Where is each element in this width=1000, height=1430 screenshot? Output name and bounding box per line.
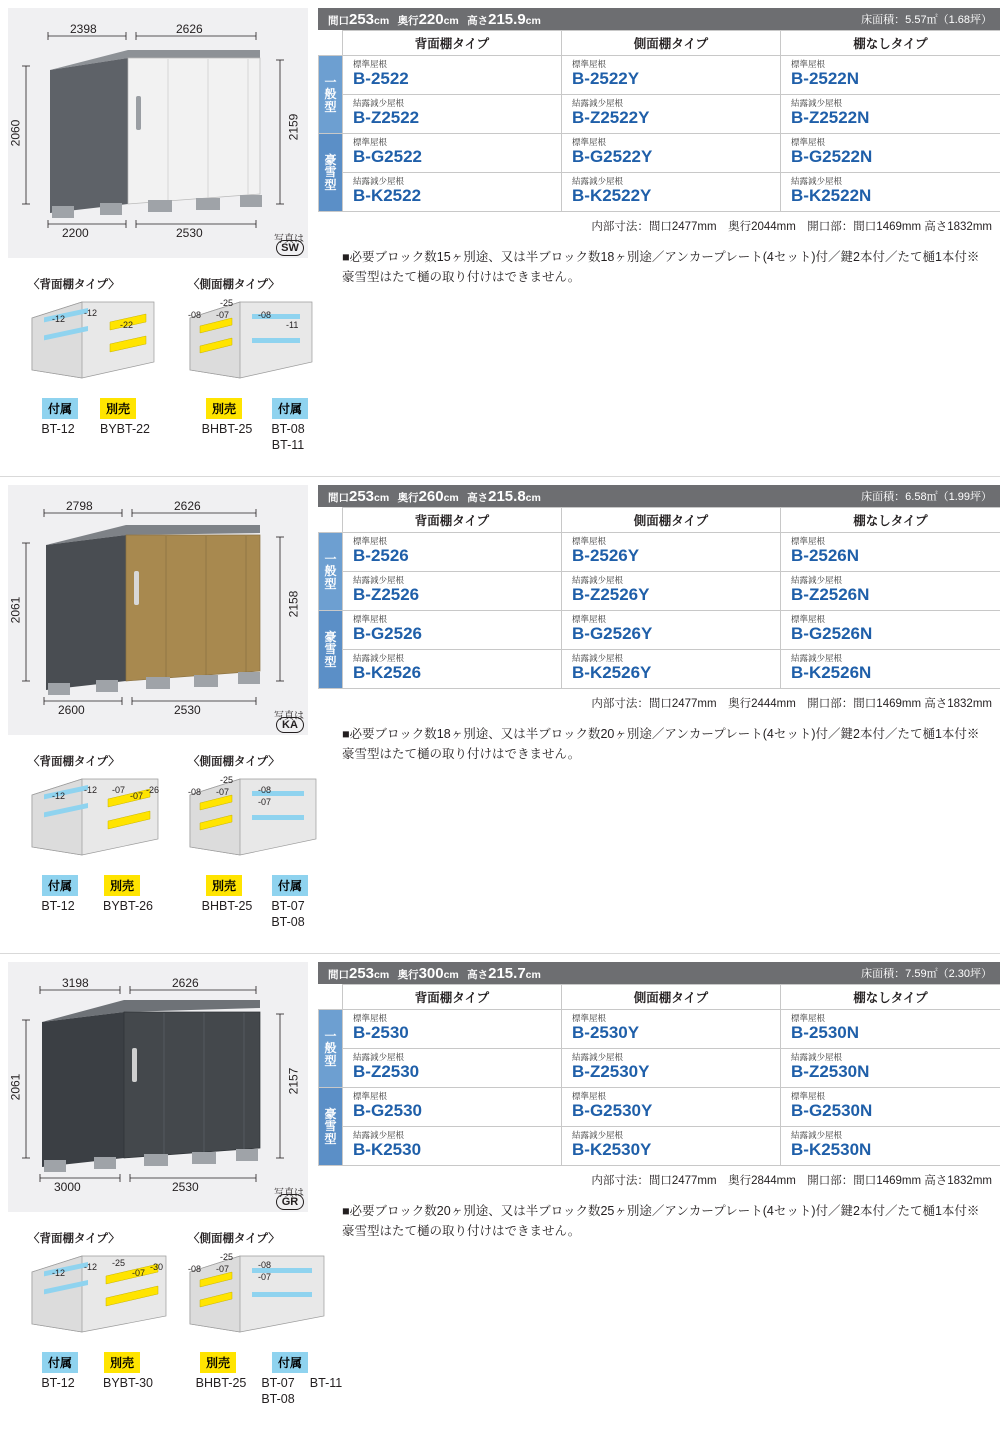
rear-shelf-num-1: -12 — [84, 308, 98, 318]
rear-shelf-num-0: -12 — [52, 791, 66, 801]
rear-shelf-num-4: -26 — [146, 785, 160, 795]
side-shelf-num-1: -08 — [188, 1264, 202, 1274]
side-shelf-num-3: -08 — [258, 785, 272, 795]
side-shelf-num-0: -25 — [220, 775, 234, 785]
depth-value: 220 — [418, 10, 444, 28]
height-value: 215.9 — [488, 10, 526, 28]
dim-bottom-right: 2530 — [176, 226, 203, 240]
height-value: 215.8 — [488, 487, 526, 505]
spec-note: ■必要ブロック数18ヶ別途、又は半ブロック数20ヶ別途／アンカープレート(4セット)付／鍵2本付／たて樋1本付※豪雪型はたて樋の取り付けはできません。 — [342, 727, 980, 761]
dim-bottom-left: 3000 — [54, 1180, 81, 1194]
size-header — [318, 8, 1000, 30]
model-code: B-K2522N — [791, 186, 872, 206]
model-code: B-G2522 — [353, 147, 422, 167]
shelf-title-rear: 〈背面棚タイプ〉 — [28, 279, 120, 291]
roof-caption: 結露減少屋根 — [791, 98, 843, 109]
badge-optional-rear: 別売 — [104, 1352, 140, 1373]
roof-caption: 結露減少屋根 — [572, 575, 624, 586]
cell-code — [781, 1088, 1000, 1127]
model-code: B-G2530N — [791, 1101, 873, 1121]
size-header — [318, 962, 1000, 984]
product-photo — [8, 485, 308, 735]
model-code: B-K2530N — [791, 1140, 872, 1160]
cell-code — [781, 56, 1000, 95]
model-code: B-2526Y — [572, 546, 640, 566]
table-row — [319, 533, 1000, 572]
side-shelf-num-2: -07 — [216, 787, 230, 797]
dim-right: 2158 — [286, 590, 301, 618]
col-header-side: 側面棚タイプ — [562, 31, 781, 56]
cell-code — [781, 1010, 1000, 1049]
roof-caption: 標準屋根 — [572, 137, 607, 148]
rear-shelf-num-0: -12 — [52, 314, 66, 324]
model-code: B-2526N — [791, 546, 860, 566]
roof-caption: 標準屋根 — [353, 137, 388, 148]
shelf-code-side-3: BT-08 — [261, 1392, 295, 1406]
photo-note: 写真は — [274, 234, 304, 245]
photo-note: 写真は — [274, 711, 304, 722]
shelf-title-rear: 〈背面棚タイプ〉 — [28, 1233, 120, 1245]
roof-caption: 結露減少屋根 — [353, 98, 405, 109]
col-header-none: 棚なしタイプ — [781, 31, 1000, 56]
col-header-rear: 背面棚タイプ — [343, 31, 562, 56]
roof-caption: 標準屋根 — [791, 137, 826, 148]
shelf-code-side-2: BT-08 — [271, 422, 305, 436]
depth-unit: cm — [443, 14, 459, 27]
model-code: B-2530 — [353, 1023, 409, 1043]
shelf-code-side-2: BT-07 — [261, 1376, 295, 1390]
dim-top-left: 3198 — [62, 976, 89, 990]
row-label-heavysnow: 豪雪型 — [319, 1088, 343, 1166]
depth-unit: cm — [443, 491, 459, 504]
rear-shelf-illustration — [22, 292, 162, 388]
model-code: B-2530Y — [572, 1023, 640, 1043]
product-section-b2526 — [0, 477, 1000, 953]
dim-top-left: 2398 — [70, 22, 97, 36]
model-code: B-K2526 — [353, 663, 422, 683]
shelf-code-rear-2: BYBT-30 — [102, 1376, 154, 1390]
roof-caption: 標準屋根 — [791, 1091, 826, 1102]
spec-column — [318, 962, 1000, 1241]
rear-shelf-num-0: -12 — [52, 1268, 66, 1278]
badge-optional-rear: 別売 — [104, 875, 140, 896]
roof-caption: 標準屋根 — [572, 536, 607, 546]
shelf-diagrams — [0, 753, 318, 953]
roof-caption: 標準屋根 — [572, 1013, 607, 1023]
shelf-code-rear-1: BT-12 — [41, 422, 75, 436]
table-row — [319, 1049, 1000, 1088]
shelf-code-rear-1: BT-12 — [41, 1376, 75, 1390]
height-unit: cm — [525, 14, 541, 27]
badge-optional-side: 別売 — [200, 1352, 236, 1373]
badge-included-rear: 付属 — [42, 1352, 78, 1373]
roof-caption: 標準屋根 — [353, 614, 388, 625]
spec-table — [318, 30, 1000, 212]
spec-column — [318, 485, 1000, 764]
row-label-heavysnow: 豪雪型 — [319, 611, 343, 689]
col-header-rear: 背面棚タイプ — [343, 508, 562, 533]
table-header-row — [319, 31, 1000, 56]
dim-top-right: 2626 — [172, 976, 199, 990]
illustration-column — [0, 477, 318, 953]
depth-label: 奥行 — [397, 14, 419, 27]
width-unit: cm — [374, 14, 390, 27]
product-photo — [8, 962, 308, 1212]
illustration-column — [0, 0, 318, 476]
table-row — [319, 1010, 1000, 1049]
floor-area: 床面積：5.57㎡（1.68坪） — [861, 14, 992, 26]
product-photo — [8, 8, 308, 258]
roof-caption: 結露減少屋根 — [572, 176, 624, 187]
cell-code — [343, 56, 562, 95]
spec-column — [318, 8, 1000, 287]
shelf-code-rear-2: BYBT-26 — [102, 899, 154, 913]
side-shelf-num-1: -08 — [188, 310, 202, 320]
shelf-code-side-2: BT-07 — [271, 899, 305, 913]
col-header-none: 棚なしタイプ — [781, 508, 1000, 533]
cell-code — [343, 533, 562, 572]
shelf-title-rear: 〈背面棚タイプ〉 — [28, 756, 120, 768]
badge-optional-rear: 別売 — [100, 398, 136, 419]
dim-left: 2061 — [8, 1073, 23, 1101]
inner-dimensions: 内部寸法：間口2477mm 奥行2844mm 開口部：間口1469mm 高さ1832mm — [591, 1175, 992, 1188]
depth-value: 260 — [418, 487, 444, 505]
dim-bottom-right: 2530 — [172, 1180, 199, 1194]
side-shelf-num-2: -07 — [216, 310, 230, 320]
model-code: B-Z2526 — [353, 585, 420, 605]
cell-code — [562, 95, 781, 134]
badge-included-rear: 付属 — [42, 398, 78, 419]
cell-code — [562, 1010, 781, 1049]
cell-code — [343, 1049, 562, 1088]
roof-caption: 結露減少屋根 — [791, 1130, 843, 1141]
badge-included-side: 付属 — [272, 875, 308, 896]
col-header-side: 側面棚タイプ — [562, 508, 781, 533]
photo-color-code: SW — [276, 240, 304, 256]
product-section-b2522 — [0, 0, 1000, 476]
cell-code — [781, 650, 1000, 689]
table-row — [319, 1088, 1000, 1127]
roof-caption: 標準屋根 — [791, 59, 826, 69]
cell-code — [562, 572, 781, 611]
table-row — [319, 134, 1000, 173]
model-code: B-K2526Y — [572, 663, 652, 683]
height-value: 215.7 — [488, 964, 526, 982]
cell-code — [562, 1127, 781, 1166]
size-header — [318, 485, 1000, 507]
shelf-code-side-1: BHBT-25 — [195, 1376, 247, 1390]
roof-caption: 結露減少屋根 — [572, 1130, 624, 1141]
height-unit: cm — [525, 968, 541, 981]
cell-code — [343, 1010, 562, 1049]
table-header-row — [319, 508, 1000, 533]
badge-included-side: 付属 — [272, 1352, 308, 1373]
shelf-code-rear-2: BYBT-22 — [99, 422, 151, 436]
model-code: B-G2522Y — [572, 147, 653, 167]
height-label: 高さ — [467, 491, 489, 504]
cell-code — [562, 1049, 781, 1088]
model-code: B-K2522 — [353, 186, 422, 206]
cell-code — [562, 1088, 781, 1127]
model-code: B-K2530Y — [572, 1140, 652, 1160]
roof-caption: 結露減少屋根 — [791, 176, 843, 187]
model-code: B-K2522Y — [572, 186, 652, 206]
dim-left: 2060 — [8, 119, 23, 147]
width-label: 間口 — [328, 491, 349, 504]
roof-caption: 標準屋根 — [572, 59, 607, 69]
width-value: 253 — [349, 487, 375, 505]
model-code: B-Z2522Y — [572, 108, 650, 128]
spec-table — [318, 507, 1000, 689]
roof-caption: 標準屋根 — [572, 614, 607, 625]
model-code: B-Z2522N — [791, 108, 870, 128]
side-shelf-num-0: -25 — [220, 298, 234, 308]
height-unit: cm — [525, 491, 541, 504]
roof-caption: 結露減少屋根 — [353, 575, 405, 586]
dim-bottom-left: 2200 — [62, 226, 89, 240]
floor-area: 床面積：6.58㎡（1.99坪） — [861, 491, 992, 503]
photo-note: 写真は — [274, 1188, 304, 1199]
roof-caption: 結露減少屋根 — [353, 653, 405, 664]
height-label: 高さ — [467, 14, 489, 27]
side-shelf-num-2: -07 — [216, 1264, 230, 1274]
model-code: B-K2526N — [791, 663, 872, 683]
side-shelf-illustration — [182, 292, 322, 388]
model-code: B-Z2530Y — [572, 1062, 650, 1082]
shelf-title-side: 〈側面棚タイプ〉 — [188, 279, 280, 291]
model-code: B-Z2522 — [353, 108, 420, 128]
rear-shelf-num-2: -25 — [112, 1258, 126, 1268]
roof-caption: 結露減少屋根 — [572, 98, 624, 109]
rear-shelf-num-2: -07 — [112, 785, 126, 795]
roof-caption: 標準屋根 — [353, 1013, 388, 1023]
dim-bottom-right: 2530 — [174, 703, 201, 717]
shed-illustration — [8, 8, 308, 258]
cell-code — [562, 650, 781, 689]
table-row — [319, 1127, 1000, 1166]
table-row — [319, 611, 1000, 650]
model-code: B-Z2526N — [791, 585, 870, 605]
spec-note: ■必要ブロック数20ヶ別途、又は半ブロック数25ヶ別途／アンカープレート(4セット)付／鍵2本付／たて樋1本付※豪雪型はたて樋の取り付けはできません。 — [342, 1204, 980, 1238]
roof-caption: 標準屋根 — [791, 536, 826, 546]
shelf-title-side: 〈側面棚タイプ〉 — [188, 756, 280, 768]
model-code: B-Z2530 — [353, 1062, 420, 1082]
cell-code — [781, 173, 1000, 212]
side-shelf-num-1: -08 — [188, 787, 202, 797]
height-label: 高さ — [467, 968, 489, 981]
row-label-general: 一般型 — [319, 1010, 343, 1088]
badge-optional-side: 別売 — [206, 875, 242, 896]
side-shelf-num-4: -07 — [258, 797, 272, 807]
roof-caption: 標準屋根 — [791, 614, 826, 625]
dim-right: 2157 — [286, 1067, 301, 1095]
cell-code — [781, 134, 1000, 173]
model-code: B-2522 — [353, 69, 409, 89]
cell-code — [562, 134, 781, 173]
badge-included-rear: 付属 — [42, 875, 78, 896]
model-code: B-2526 — [353, 546, 409, 566]
shelf-diagrams — [0, 276, 318, 476]
model-code: B-G2526 — [353, 624, 422, 644]
width-unit: cm — [374, 491, 390, 504]
cell-code — [343, 1127, 562, 1166]
roof-caption: 結露減少屋根 — [572, 653, 624, 664]
product-section-b2530 — [0, 954, 1000, 1430]
badge-optional-side: 別売 — [206, 398, 242, 419]
model-code: B-2530N — [791, 1023, 860, 1043]
rear-shelf-num-3: -07 — [130, 791, 144, 801]
model-code: B-K2530 — [353, 1140, 422, 1160]
roof-caption: 標準屋根 — [353, 59, 388, 69]
table-row — [319, 650, 1000, 689]
width-label: 間口 — [328, 968, 349, 981]
inner-dimensions: 内部寸法：間口2477mm 奥行2444mm 開口部：間口1469mm 高さ1832mm — [591, 698, 992, 711]
cell-code — [343, 572, 562, 611]
cell-code — [343, 134, 562, 173]
cell-code — [781, 1127, 1000, 1166]
dim-left: 2061 — [8, 596, 23, 624]
side-shelf-num-4: -11 — [286, 320, 299, 330]
cell-code — [343, 1088, 562, 1127]
dim-right: 2159 — [286, 113, 301, 141]
shelf-code-side-4: BT-11 — [309, 1376, 343, 1390]
cell-code — [562, 56, 781, 95]
shelf-code-side-1: BHBT-25 — [201, 422, 253, 436]
cell-code — [781, 533, 1000, 572]
rear-shelf-illustration — [22, 1246, 174, 1342]
roof-caption: 結露減少屋根 — [353, 176, 405, 187]
roof-caption: 標準屋根 — [572, 1091, 607, 1102]
rear-shelf-num-3: -07 — [132, 1268, 146, 1278]
cell-code — [781, 572, 1000, 611]
table-row — [319, 95, 1000, 134]
side-shelf-num-0: -25 — [220, 1252, 234, 1262]
table-row — [319, 173, 1000, 212]
roof-caption: 結露減少屋根 — [791, 1052, 843, 1063]
table-row — [319, 56, 1000, 95]
side-shelf-num-3: -08 — [258, 1260, 272, 1270]
inner-dimensions: 内部寸法：間口2477mm 奥行2044mm 開口部：間口1469mm 高さ1832mm — [591, 221, 992, 234]
roof-caption: 結露減少屋根 — [353, 1130, 405, 1141]
row-label-general: 一般型 — [319, 533, 343, 611]
rear-shelf-num-1: -12 — [84, 1262, 98, 1272]
floor-area: 床面積：7.59㎡（2.30坪） — [861, 968, 992, 980]
width-value: 253 — [349, 964, 375, 982]
row-label-heavysnow: 豪雪型 — [319, 134, 343, 212]
row-label-general: 一般型 — [319, 56, 343, 134]
col-header-rear: 背面棚タイプ — [343, 985, 562, 1010]
shed-illustration — [8, 962, 308, 1212]
model-code: B-G2522N — [791, 147, 873, 167]
roof-caption: 標準屋根 — [353, 1091, 388, 1102]
model-code: B-Z2530N — [791, 1062, 870, 1082]
spec-table — [318, 984, 1000, 1166]
model-code: B-2522N — [791, 69, 860, 89]
depth-label: 奥行 — [397, 491, 419, 504]
dim-top-right: 2626 — [174, 499, 201, 513]
shelf-diagrams — [0, 1230, 343, 1430]
dim-top-left: 2798 — [66, 499, 93, 513]
depth-label: 奥行 — [397, 968, 419, 981]
side-shelf-illustration — [182, 769, 327, 865]
photo-color-code: KA — [276, 717, 304, 733]
cell-code — [343, 173, 562, 212]
roof-caption: 結露減少屋根 — [353, 1052, 405, 1063]
cell-code — [781, 611, 1000, 650]
roof-caption: 結露減少屋根 — [791, 653, 843, 664]
cell-code — [343, 95, 562, 134]
model-code: B-G2526Y — [572, 624, 653, 644]
rear-shelf-num-2: -22 — [120, 320, 134, 330]
shelf-code-side-3: BT-11 — [271, 438, 305, 452]
roof-caption: 結露減少屋根 — [572, 1052, 624, 1063]
roof-caption: 標準屋根 — [353, 536, 388, 546]
model-code: B-G2530 — [353, 1101, 422, 1121]
photo-color-code: GR — [276, 1194, 304, 1210]
width-label: 間口 — [328, 14, 349, 27]
cell-code — [343, 650, 562, 689]
table-header-row — [319, 985, 1000, 1010]
rear-shelf-num-1: -12 — [84, 785, 98, 795]
cell-code — [562, 173, 781, 212]
depth-value: 300 — [418, 964, 444, 982]
dim-top-right: 2626 — [176, 22, 203, 36]
col-header-none: 棚なしタイプ — [781, 985, 1000, 1010]
roof-caption: 標準屋根 — [791, 1013, 826, 1023]
cell-code — [781, 95, 1000, 134]
shelf-title-side: 〈側面棚タイプ〉 — [188, 1233, 280, 1245]
col-header-side: 側面棚タイプ — [562, 985, 781, 1010]
model-code: B-G2530Y — [572, 1101, 653, 1121]
shed-illustration — [8, 485, 308, 735]
rear-shelf-illustration — [22, 769, 167, 865]
side-shelf-num-4: -07 — [258, 1272, 272, 1282]
depth-unit: cm — [443, 968, 459, 981]
table-row — [319, 572, 1000, 611]
rear-shelf-num-4: -30 — [150, 1262, 164, 1272]
spec-note: ■必要ブロック数15ヶ別途、又は半ブロック数18ヶ別途／アンカープレート(4セット)付／鍵2本付／たて樋1本付※豪雪型はたて樋の取り付けはできません。 — [342, 250, 980, 284]
shelf-code-side-3: BT-08 — [271, 915, 305, 929]
roof-caption: 結露減少屋根 — [791, 575, 843, 586]
side-shelf-num-3: -08 — [258, 310, 272, 320]
width-value: 253 — [349, 10, 375, 28]
cell-code — [781, 1049, 1000, 1088]
model-code: B-G2526N — [791, 624, 873, 644]
cell-code — [562, 533, 781, 572]
model-code: B-Z2526Y — [572, 585, 650, 605]
cell-code — [343, 611, 562, 650]
model-code: B-2522Y — [572, 69, 640, 89]
shelf-code-side-1: BHBT-25 — [201, 899, 253, 913]
badge-included-side: 付属 — [272, 398, 308, 419]
width-unit: cm — [374, 968, 390, 981]
cell-code — [562, 611, 781, 650]
shelf-code-rear-1: BT-12 — [41, 899, 75, 913]
dim-bottom-left: 2600 — [58, 703, 85, 717]
